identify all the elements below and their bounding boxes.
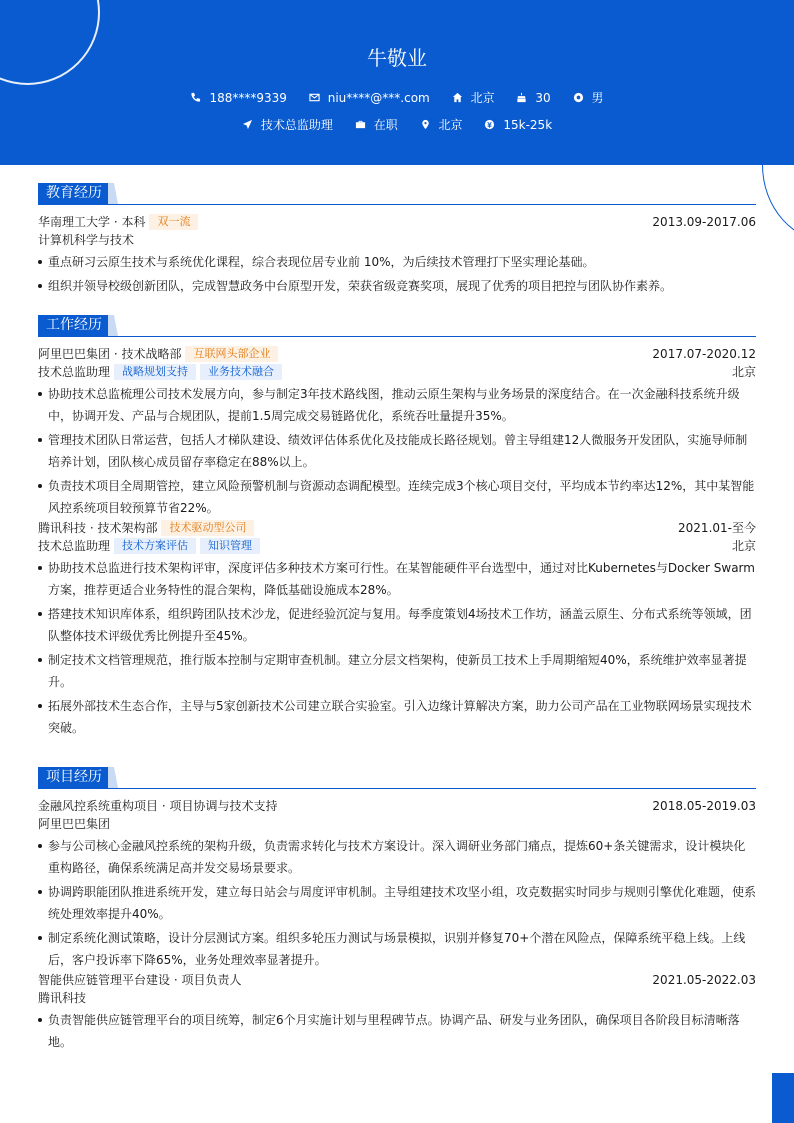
project-name: 金融风控系统重构项目 · 项目协调与技术支持 [38,799,278,813]
role-tag: 知识管理 [200,538,260,554]
home-icon [452,92,463,103]
phone-text: 188****9339 [209,90,287,105]
work-entry [38,345,756,519]
send-icon [242,119,253,130]
entry-date: 2017.07-2020.12 [652,347,756,361]
resume-header [0,0,794,165]
cake-icon [516,92,527,103]
position-text: 技术总监助理 [260,118,333,132]
section-title: 项目经历 [38,767,108,788]
major: 计算机科学与技术 [38,233,135,247]
job-intent-row [0,116,794,133]
salary-item [484,118,552,132]
section-heading [38,315,756,337]
bullet-list [38,557,756,739]
bullet-item: 制定技术文档管理规范，推行版本控制与定期审查机制。建立分层文档架构，使新员工技术上手周期缩短40%，系统维护效率显著提升。 [38,649,756,693]
project-entry [38,971,756,1053]
projects-section [38,767,756,1053]
project-org: 腾讯科技 [38,991,87,1005]
bullet-list [38,1009,756,1053]
bullet-item: 参与公司核心金融风控系统的架构升级，负责需求转化与技术方案设计。深入调研业务部门痛点，提炼60+条关键需求，设计模块化重构路径，确保系统满足高并发交易场景要求。 [38,835,756,879]
candidate-name: 牛敬业 [367,46,427,70]
bullet-item: 负责智能供应链管理平台的项目统筹，制定6个月实施计划与里程碑节点。协调产品、研发与业务团队，确保项目各阶段目标清晰落地。 [38,1009,756,1053]
bullet-item: 协助技术总监进行技术架构评审，深度评估多种技术方案可行性。在某智能硬件平台选型中，通过对比Kubernetes与Docker Swarm方案，推荐更适合业务特性的混合架构，降低基础设施成本28%。 [38,557,756,601]
section-title-tail [108,183,118,204]
contact-row [0,89,794,106]
briefcase-icon [355,119,366,130]
project-name: 智能供应链管理平台建设 · 项目负责人 [38,973,242,987]
role-line [38,537,756,555]
bullet-item: 协助技术总监梳理公司技术发展方向，参与制定3年技术路线图，推动云原生架构与业务场景的深度结合。在一次金融科技系统升级中，协调开发、产品与合规团队，提前1.5周完成交易链路优化，系统吞吐量提升35%。 [38,383,756,427]
phone-icon [190,92,201,103]
entry-header [38,797,756,815]
bullet-list [38,251,756,297]
entry-header [38,519,756,537]
decorative-arc [762,165,794,243]
entry-header [38,345,756,363]
role-title: 技术总监助理 [38,539,111,553]
section-heading [38,183,756,205]
section-title-tail [108,767,118,788]
work-entry [38,519,756,739]
entry-date: 2021.05-2022.03 [652,973,756,987]
target-city-item [420,116,463,133]
project-entry [38,797,756,971]
location-icon [420,119,431,130]
section-heading [38,767,756,789]
city-item [452,89,495,106]
email-item [309,91,430,105]
role-title: 技术总监助理 [38,365,111,379]
entry-location: 北京 [731,539,756,553]
project-org: 阿里巴巴集团 [38,817,111,831]
company-tag: 互联网头部企业 [185,346,278,362]
bullet-list [38,835,756,971]
school-name: 华南理工大学 · 本科 [38,215,146,229]
entry-date: 2018.05-2019.03 [652,799,756,813]
phone-item [190,91,286,105]
entry-header [38,971,756,989]
bullet-item: 组织并领导校级创新团队，完成智慧政务中台原型开发，荣获省级竞赛奖项，展现了优秀的项目把控与团队协作素养。 [38,275,756,297]
gender-text: 男 [591,91,604,105]
bullet-item: 制定系统化测试策略，设计分层测试方案。组织多轮压力测试与场景模拟，识别并修复70+个潜在风险点，保障系统平稳上线。上线后，客户投诉率下降65%，业务处理效率显著提升。 [38,927,756,971]
status-item [355,116,398,133]
salary-text: 15k-25k [503,117,553,132]
bullet-list [38,383,756,519]
money-icon [484,119,495,130]
entry-date: 2013.09-2017.06 [652,215,756,229]
target-city-text: 北京 [438,118,463,132]
age-text: 30 [535,90,551,105]
entry-location: 北京 [731,365,756,379]
decorative-bar [772,1073,794,1123]
bullet-item: 管理技术团队日常运营，包括人才梯队建设、绩效评估体系优化及技能成长路径规划。曾主导组建12人微服务开发团队，实施导师制培养计划，团队核心成员留存率稳定在88%以上。 [38,429,756,473]
bullet-item: 负责技术项目全周期管控，建立风险预警机制与资源动态调配模型。连续完成3个核心项目交付，平均成本节约率达12%，其中某智能风控系统项目较预算节省22%。 [38,475,756,519]
education-section [38,183,756,297]
role-line [38,363,756,381]
section-title-tail [108,315,118,336]
company-tag: 技术驱动型公司 [161,520,254,536]
bullet-item: 协调跨职能团队推进系统开发，建立每日站会与周度评审机制。主导组建技术攻坚小组，攻克数据实时同步与规则引擎优化难题，使系统处理效率提升40%。 [38,881,756,925]
section-title: 教育经历 [38,183,108,204]
entry-date: 2021.01-至今 [678,521,756,535]
work-section [38,315,756,739]
role-tag: 技术方案评估 [114,538,196,554]
mail-icon [309,92,320,103]
role-tag: 业务技术融合 [200,364,282,380]
status-text: 在职 [373,118,398,132]
role-tag: 战略规划支持 [114,364,196,380]
position-item [242,116,333,133]
entry-header [38,213,756,231]
age-item [516,91,550,105]
section-title: 工作经历 [38,315,108,336]
school-tag: 双一流 [149,214,198,230]
bullet-item: 拓展外部技术生态合作，主导与5家创新技术公司建立联合实验室。引入边缘计算解决方案，助力公司产品在工业物联网场景实现技术突破。 [38,695,756,739]
company-name: 阿里巴巴集团 · 技术战略部 [38,347,182,361]
company-name: 腾讯科技 · 技术架构部 [38,521,158,535]
bullet-item: 搭建技术知识库体系，组织跨团队技术沙龙，促进经验沉淀与复用。每季度策划4场技术工作坊，涵盖云原生、分布式系统等领域，团队整体技术评级优秀比例提升至45%。 [38,603,756,647]
bullet-item: 重点研习云原生技术与系统优化课程，综合表现位居专业前 10%，为后续技术管理打下坚实理论基础。 [38,251,756,273]
city-text: 北京 [470,91,495,105]
education-entry [38,213,756,297]
gender-icon [573,92,584,103]
email-text: niu****@***.com [327,90,430,105]
gender-item [573,89,604,106]
